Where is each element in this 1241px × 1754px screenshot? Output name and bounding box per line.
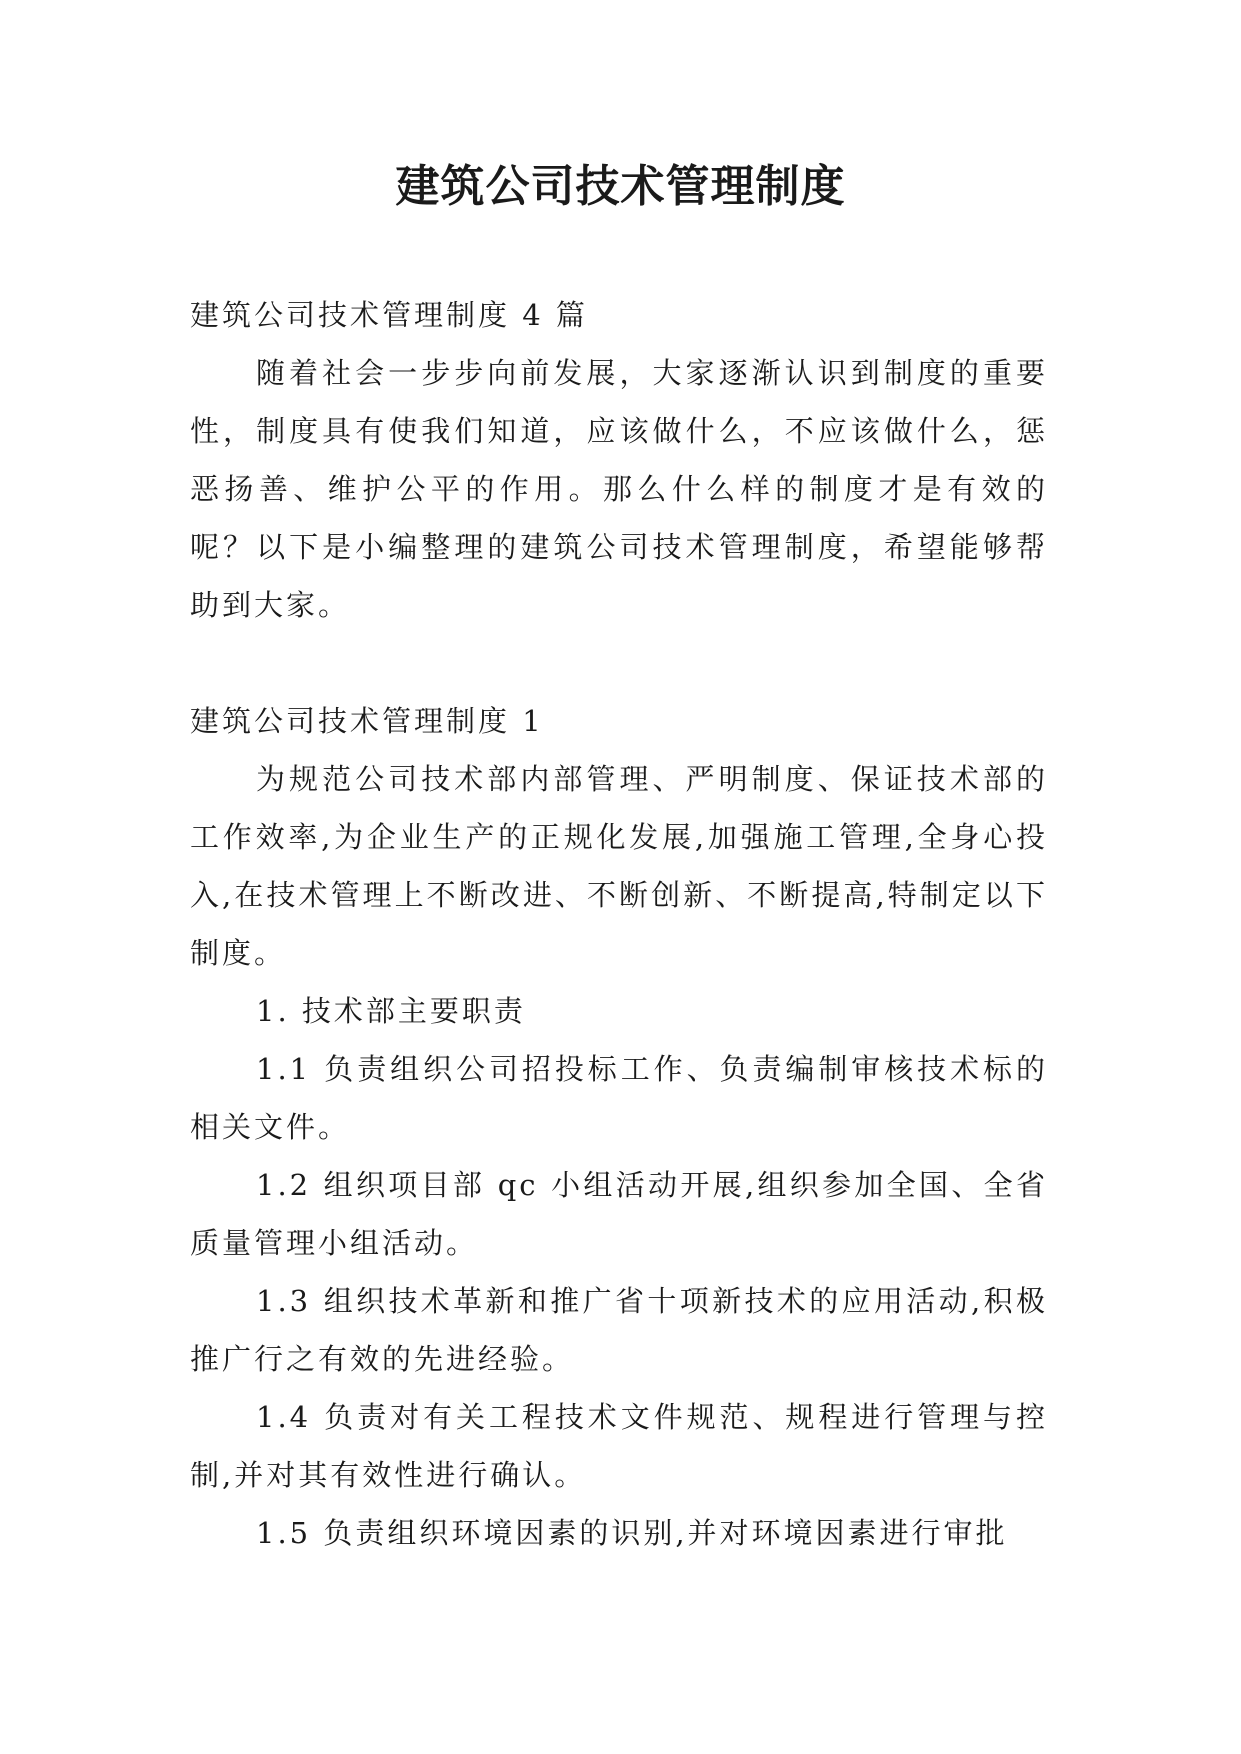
section-paragraph: 为规范公司技术部内部管理、严明制度、保证技术部的工作效率,为企业生产的正规化发展,加强施工管理,全身心投入,在技术管理上不断改进、不断创新、不断提高,特制定以下制度。 (190, 762, 1048, 970)
document-subtitle: 建筑公司技术管理制度 4 篇 (190, 298, 588, 332)
section-paragraph: 1.2 组织项目部 qc 小组活动开展,组织参加全国、全省质量管理小组活动。 (190, 1168, 1048, 1260)
intro-paragraph: 随着社会一步步向前发展，大家逐渐认识到制度的重要性，制度具有使我们知道，应该做什么，不应该做什么，惩恶扬善、维护公平的作用。那么什么样的制度才是有效的呢？以下是小编整理的建筑公司技术管理制度，希望能够帮助到大家。 (190, 356, 1048, 622)
section-paragraph: 1.4 负责对有关工程技术文件规范、规程进行管理与控制,并对其有效性进行确认。 (190, 1400, 1048, 1492)
section-spacer (190, 634, 1048, 692)
section-paragraph: 1. 技术部主要职责 (256, 994, 526, 1028)
document-body (190, 286, 1048, 1562)
section-paragraph: 1.5 负责组织环境因素的识别,并对环境因素进行审批 (256, 1516, 1008, 1550)
section-paragraph: 1.1 负责组织公司招投标工作、负责编制审核技术标的相关文件。 (190, 1052, 1048, 1144)
section-paragraph: 1.3 组织技术革新和推广省十项新技术的应用活动,积极推广行之有效的先进经验。 (190, 1284, 1048, 1376)
section-heading: 建筑公司技术管理制度 1 (190, 704, 544, 738)
document-title: 建筑公司技术管理制度 (395, 161, 846, 212)
